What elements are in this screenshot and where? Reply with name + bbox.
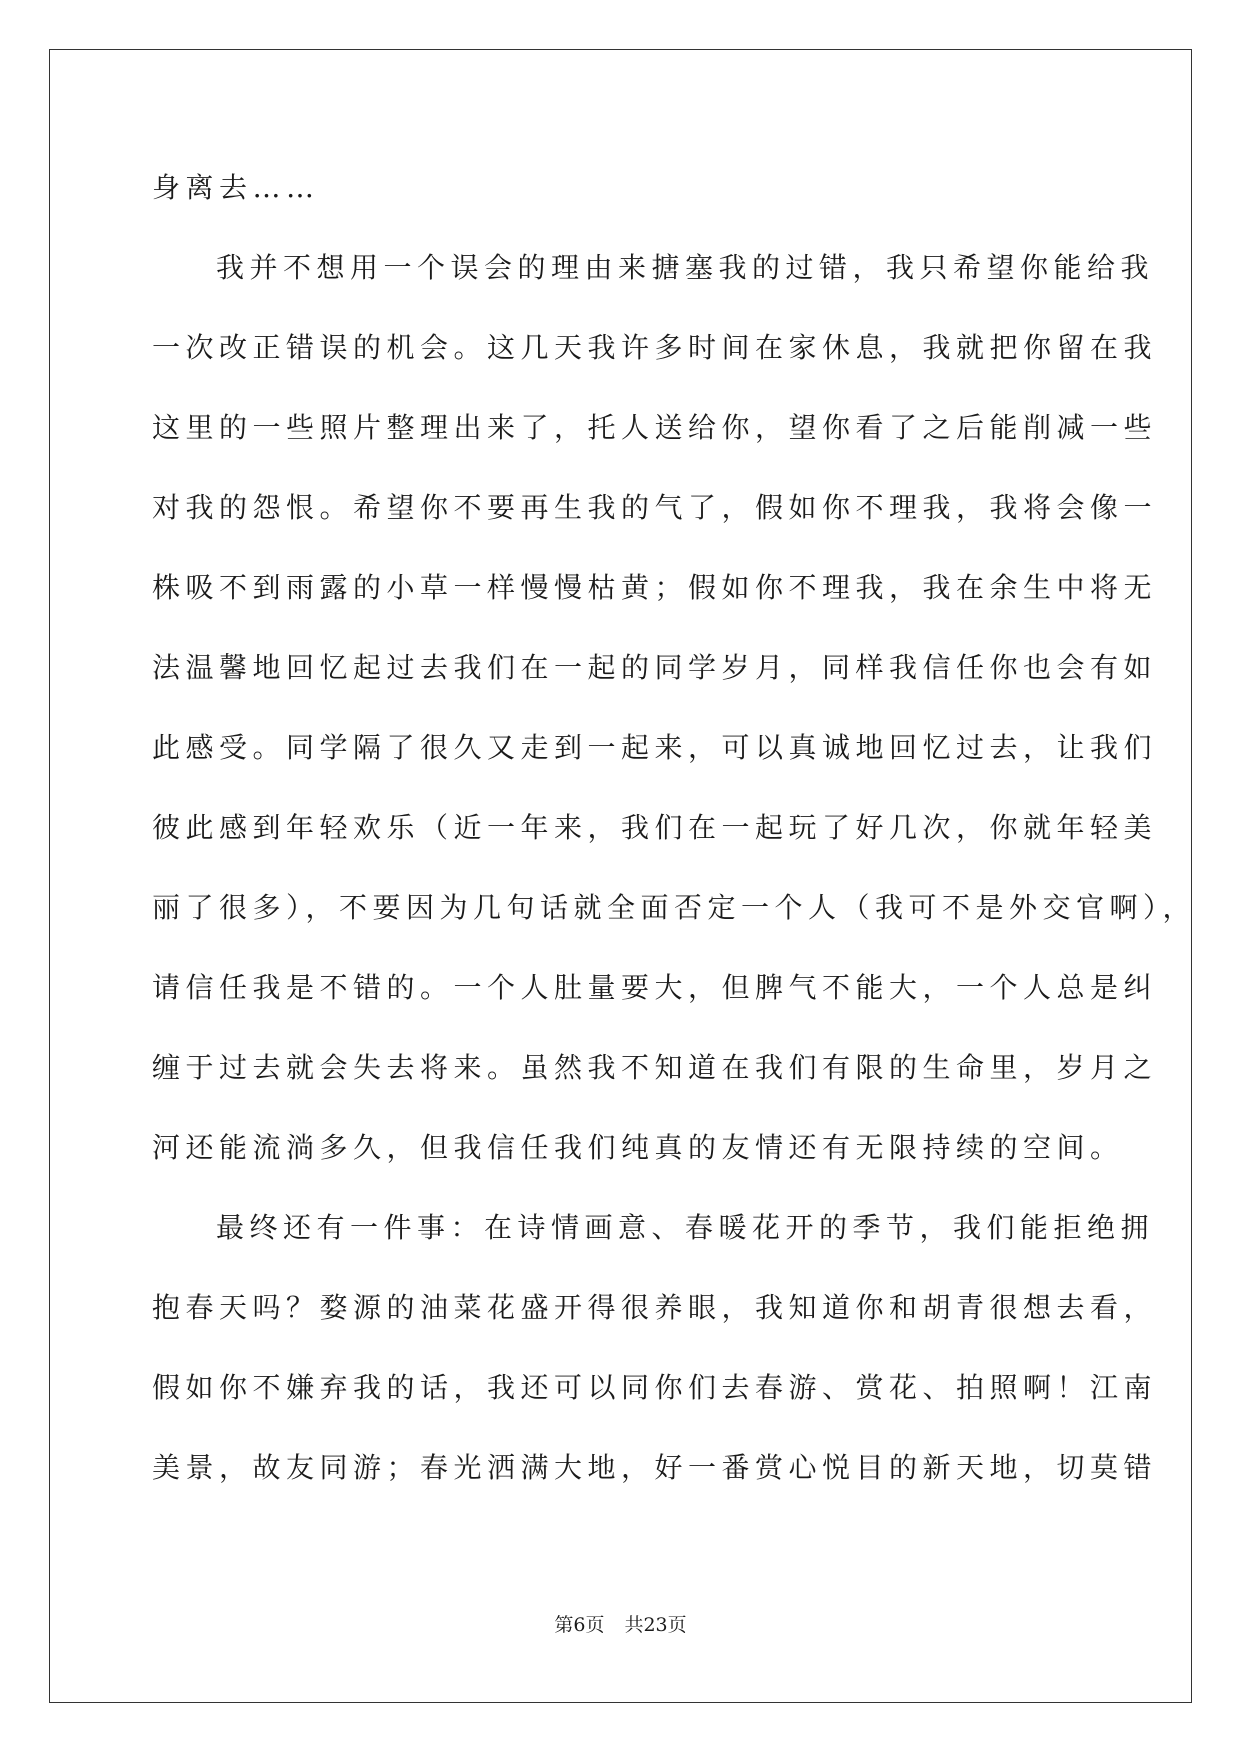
text-line: 一次改正错误的机会。这几天我许多时间在家休息，我就把你留在我 [152,331,1158,364]
text-line: 此感受。同学隔了很久又走到一起来，可以真诚地回忆过去，让我们 [152,731,1158,764]
text-line: 对我的怨恨。希望你不要再生我的气了，假如你不理我，我将会像一 [152,491,1158,524]
text-line: 抱春天吗？婺源的油菜花盛开得很养眼，我知道你和胡青很想去看， [152,1291,1158,1324]
text-line: 彼此感到年轻欢乐（近一年来，我们在一起玩了好几次，你就年轻美 [152,811,1158,844]
text-line: 法温馨地回忆起过去我们在一起的同学岁月，同样我信任你也会有如 [152,651,1158,684]
text-line: 最终还有一件事：在诗情画意、春暖花开的季节，我们能拒绝拥 [216,1211,1155,1244]
text-line: 这里的一些照片整理出来了，托人送给你，望你看了之后能削减一些 [152,411,1158,444]
document-body [152,160,1197,1520]
text-line: 美景，故友同游；春光洒满大地，好一番赏心悦目的新天地，切莫错 [152,1451,1158,1484]
text-line: 我并不想用一个误会的理由来搪塞我的过错，我只希望你能给我 [216,251,1155,284]
page-number: 第6页 [554,1614,605,1636]
text-line: 河还能流淌多久，但我信任我们纯真的友情还有无限持续的空间。 [152,1131,1124,1164]
page-total: 共23页 [624,1614,687,1636]
text-line: 缠于过去就会失去将来。虽然我不知道在我们有限的生命里，岁月之 [152,1051,1158,1084]
text-line: 丽了很多），不要因为几句话就全面否定一个人（我可不是外交官啊）， [152,891,1197,924]
page-footer [0,1610,1241,1637]
text-line: 请信任我是不错的。一个人肚量要大，但脾气不能大，一个人总是纠 [152,971,1158,1004]
text-line: 株吸不到雨露的小草一样慢慢枯黄；假如你不理我，我在余生中将无 [152,571,1158,604]
text-line: 假如你不嫌弃我的话，我还可以同你们去春游、赏花、拍照啊！江南 [152,1371,1158,1404]
text-line: 身离去…… [152,171,320,204]
